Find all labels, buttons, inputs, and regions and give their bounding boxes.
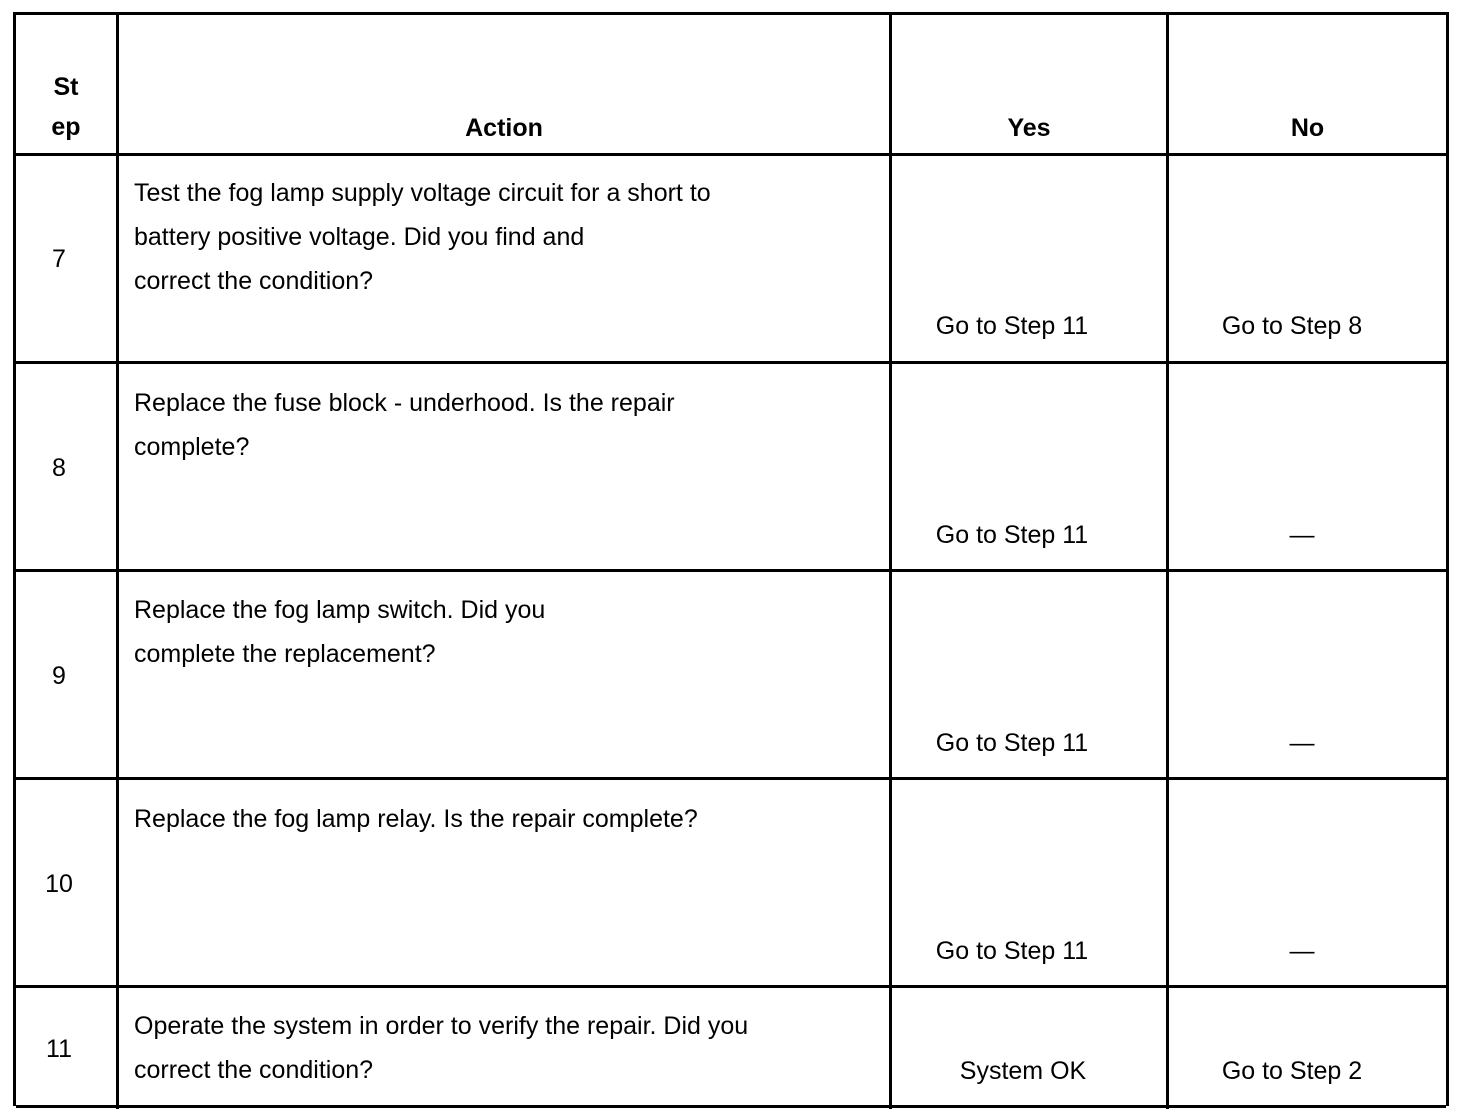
row-divider bbox=[16, 361, 1446, 364]
row-no-outcome: — bbox=[1289, 937, 1315, 965]
row-action bbox=[134, 1004, 884, 1092]
row-yes-outcome: System OK bbox=[959, 1057, 1087, 1085]
header-step bbox=[16, 67, 116, 147]
diagnostic-table bbox=[13, 12, 1449, 1106]
column-divider bbox=[116, 15, 119, 1109]
action-line: correct the condition? bbox=[134, 1056, 374, 1084]
row-yes-outcome: Go to Step 11 bbox=[935, 312, 1089, 340]
row-step-number: 9 bbox=[52, 662, 66, 690]
row-no-outcome: — bbox=[1289, 521, 1315, 549]
header-step-line: St bbox=[53, 73, 79, 101]
row-yes-outcome: Go to Step 11 bbox=[935, 937, 1089, 965]
row-step-number: 7 bbox=[52, 245, 66, 273]
header-action: Action bbox=[465, 114, 543, 142]
row-step-number: 8 bbox=[52, 454, 66, 482]
row-no-outcome: Go to Step 2 bbox=[1221, 1057, 1363, 1085]
action-line: Replace the fuse block - underhood. Is the repair bbox=[134, 389, 675, 417]
row-divider bbox=[16, 569, 1446, 572]
action-line: Replace the fog lamp switch. Did you bbox=[134, 596, 546, 624]
row-yes-outcome: Go to Step 11 bbox=[935, 521, 1089, 549]
row-step-number: 10 bbox=[45, 870, 73, 898]
header-yes: Yes bbox=[1007, 114, 1051, 142]
row-action bbox=[134, 381, 884, 469]
action-line: Operate the system in order to verify the repair. Did you bbox=[134, 1012, 749, 1040]
row-step-number: 11 bbox=[46, 1035, 72, 1063]
action-line: battery positive voltage. Did you find and bbox=[134, 223, 585, 251]
row-divider bbox=[16, 777, 1446, 780]
header-step-line: ep bbox=[51, 113, 81, 141]
action-line: complete the replacement? bbox=[134, 640, 436, 668]
action-line: Test the fog lamp supply voltage circuit for a short to bbox=[134, 179, 711, 207]
row-no-outcome: — bbox=[1289, 729, 1315, 757]
row-yes-outcome: Go to Step 11 bbox=[935, 729, 1089, 757]
row-divider bbox=[16, 153, 1446, 156]
row-no-outcome: Go to Step 8 bbox=[1221, 312, 1363, 340]
row-divider bbox=[16, 1105, 1446, 1108]
row-action bbox=[134, 171, 884, 303]
action-line: complete? bbox=[134, 433, 250, 461]
action-line: Replace the fog lamp relay. Is the repair complete? bbox=[134, 805, 698, 833]
header-no: No bbox=[1290, 114, 1325, 142]
row-action bbox=[134, 588, 884, 676]
row-action bbox=[134, 797, 884, 841]
action-line: correct the condition? bbox=[134, 267, 374, 295]
row-divider bbox=[16, 985, 1446, 988]
